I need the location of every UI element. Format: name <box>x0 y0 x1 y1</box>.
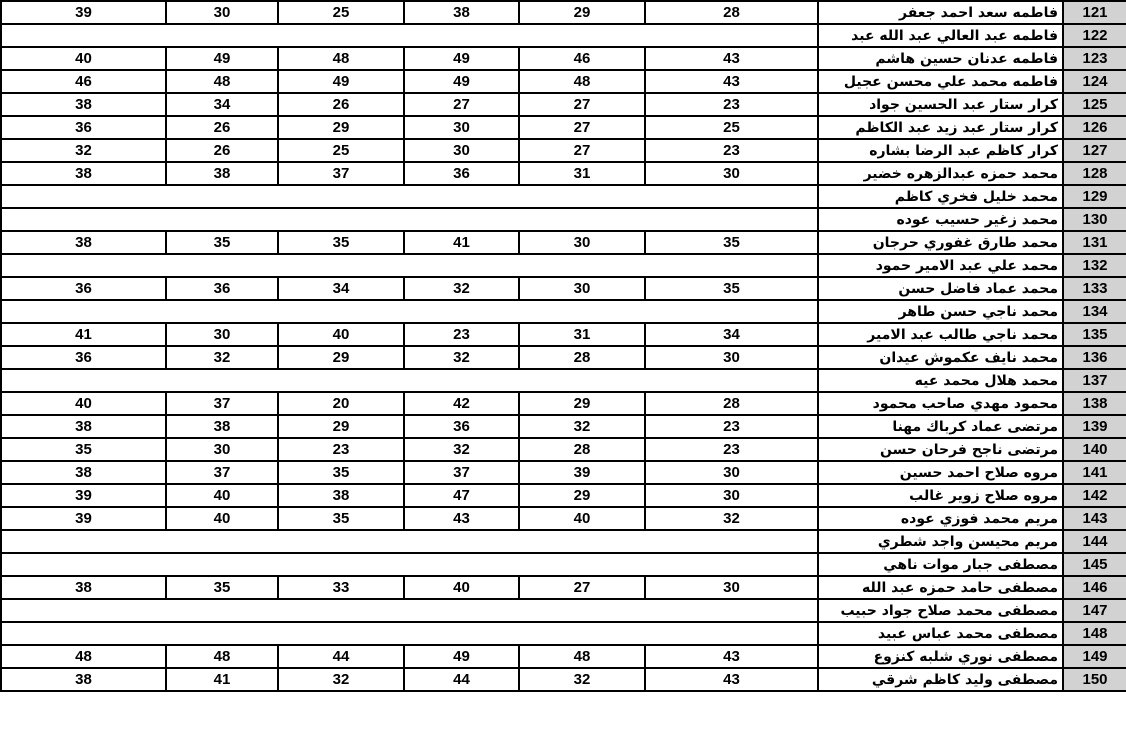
table-row <box>1 576 1126 599</box>
score-cell[interactable]: 40 <box>278 323 404 346</box>
student-name-cell[interactable]: مرتضى عماد كرباك مهنا <box>818 415 1063 438</box>
table-row <box>1 369 1126 392</box>
score-cell[interactable]: 43 <box>645 645 818 668</box>
score-cell[interactable]: 35 <box>166 231 278 254</box>
student-name-cell[interactable]: فاطمه عدنان حسين هاشم <box>818 47 1063 70</box>
score-cell[interactable]: 30 <box>645 461 818 484</box>
score-cell[interactable]: 48 <box>519 70 645 93</box>
score-cell[interactable]: 37 <box>166 392 278 415</box>
student-name-cell[interactable]: محمد ناجي حسن طاهر <box>818 300 1063 323</box>
score-cell[interactable]: 38 <box>404 1 519 24</box>
student-name-cell[interactable]: فاطمه محمد علي محسن عجيل <box>818 70 1063 93</box>
score-cell[interactable]: 35 <box>645 231 818 254</box>
score-cell[interactable]: 47 <box>404 484 519 507</box>
score-cell[interactable]: 48 <box>166 70 278 93</box>
score-cell[interactable]: 41 <box>404 231 519 254</box>
table-row <box>1 24 1126 47</box>
student-name-cell[interactable]: محمد علي عبد الامير حمود <box>818 254 1063 277</box>
score-cell[interactable]: 29 <box>278 415 404 438</box>
table-row <box>1 461 1126 484</box>
row-number-cell[interactable]: 131 <box>1063 231 1126 254</box>
row-number-cell[interactable]: 128 <box>1063 162 1126 185</box>
score-cell[interactable]: 35 <box>645 277 818 300</box>
score-cell[interactable]: 34 <box>645 323 818 346</box>
score-cell[interactable]: 48 <box>278 47 404 70</box>
score-cell[interactable]: 38 <box>1 231 166 254</box>
student-name-cell[interactable]: مصطفى وليد كاظم شرقي <box>818 668 1063 691</box>
table-row <box>1 668 1126 691</box>
score-cell[interactable]: 30 <box>645 576 818 599</box>
score-cell[interactable]: 32 <box>519 668 645 691</box>
score-cell[interactable]: 49 <box>166 47 278 70</box>
student-name-cell[interactable]: محمد طارق غفوري حرجان <box>818 231 1063 254</box>
row-number-cell[interactable]: 138 <box>1063 392 1126 415</box>
score-cell[interactable]: 34 <box>166 93 278 116</box>
student-name-cell[interactable]: محمود مهدي صاحب محمود <box>818 392 1063 415</box>
score-cell[interactable]: 32 <box>519 415 645 438</box>
student-name-cell[interactable]: محمد هلال محمد عيه <box>818 369 1063 392</box>
row-number-cell[interactable]: 148 <box>1063 622 1126 645</box>
score-cell[interactable]: 23 <box>645 93 818 116</box>
row-number-cell[interactable]: 125 <box>1063 93 1126 116</box>
row-number-cell[interactable]: 122 <box>1063 24 1126 47</box>
score-cell[interactable]: 28 <box>519 438 645 461</box>
row-number-cell[interactable]: 137 <box>1063 369 1126 392</box>
score-cell[interactable]: 25 <box>278 139 404 162</box>
score-cell[interactable]: 31 <box>519 323 645 346</box>
score-cell[interactable]: 38 <box>1 668 166 691</box>
empty-scores-cell[interactable] <box>1 553 818 576</box>
row-number-cell[interactable]: 136 <box>1063 346 1126 369</box>
table-row <box>1 599 1126 622</box>
table-row <box>1 300 1126 323</box>
score-cell[interactable]: 30 <box>404 116 519 139</box>
score-cell[interactable]: 36 <box>404 415 519 438</box>
score-cell[interactable]: 40 <box>404 576 519 599</box>
score-cell[interactable]: 36 <box>1 277 166 300</box>
score-cell[interactable]: 30 <box>645 346 818 369</box>
row-number-cell[interactable]: 126 <box>1063 116 1126 139</box>
empty-scores-cell[interactable] <box>1 208 818 231</box>
student-name-cell[interactable]: مصطفى جبار موات ناهي <box>818 553 1063 576</box>
empty-scores-cell[interactable] <box>1 599 818 622</box>
score-cell[interactable]: 40 <box>166 507 278 530</box>
score-cell[interactable]: 38 <box>1 415 166 438</box>
score-cell[interactable]: 39 <box>1 507 166 530</box>
score-cell[interactable]: 37 <box>278 162 404 185</box>
student-name-cell[interactable]: مريم محيسن واجد شطري <box>818 530 1063 553</box>
score-cell[interactable]: 38 <box>166 415 278 438</box>
score-cell[interactable]: 35 <box>166 576 278 599</box>
score-cell[interactable]: 48 <box>1 645 166 668</box>
student-name-cell[interactable]: محمد حمزه عبدالزهره خضير <box>818 162 1063 185</box>
score-cell[interactable]: 32 <box>404 346 519 369</box>
score-cell[interactable]: 25 <box>645 116 818 139</box>
score-cell[interactable]: 43 <box>645 70 818 93</box>
score-cell[interactable]: 46 <box>1 70 166 93</box>
table-row <box>1 70 1126 93</box>
score-cell[interactable]: 25 <box>278 1 404 24</box>
score-cell[interactable]: 39 <box>1 484 166 507</box>
score-cell[interactable]: 29 <box>519 392 645 415</box>
score-cell[interactable]: 30 <box>519 231 645 254</box>
score-cell[interactable]: 38 <box>278 484 404 507</box>
score-cell[interactable]: 36 <box>1 346 166 369</box>
student-name-cell[interactable]: مرتضى ناجح فرحان حسن <box>818 438 1063 461</box>
score-cell[interactable]: 38 <box>1 576 166 599</box>
row-number-cell[interactable]: 130 <box>1063 208 1126 231</box>
table-row <box>1 254 1126 277</box>
score-cell[interactable]: 49 <box>404 70 519 93</box>
table-row <box>1 277 1126 300</box>
student-name-cell[interactable]: مصطفى محمد عباس عبيد <box>818 622 1063 645</box>
score-cell[interactable]: 32 <box>404 277 519 300</box>
score-cell[interactable]: 40 <box>1 392 166 415</box>
score-cell[interactable]: 38 <box>1 461 166 484</box>
student-name-cell[interactable]: كرار ستار عبد زيد عبد الكاظم <box>818 116 1063 139</box>
table-row <box>1 231 1126 254</box>
score-cell[interactable]: 26 <box>166 116 278 139</box>
score-cell[interactable]: 35 <box>1 438 166 461</box>
row-number-cell[interactable]: 140 <box>1063 438 1126 461</box>
table-row <box>1 116 1126 139</box>
score-cell[interactable]: 28 <box>645 1 818 24</box>
table-row <box>1 622 1126 645</box>
table-row <box>1 185 1126 208</box>
student-name-cell[interactable]: محمد عماد فاضل حسن <box>818 277 1063 300</box>
row-number-cell[interactable]: 132 <box>1063 254 1126 277</box>
score-cell[interactable]: 28 <box>519 346 645 369</box>
score-cell[interactable]: 29 <box>519 484 645 507</box>
score-cell[interactable]: 27 <box>519 116 645 139</box>
row-number-cell[interactable]: 121 <box>1063 1 1126 24</box>
student-name-cell[interactable]: كرار ستار عبد الحسين جواد <box>818 93 1063 116</box>
score-cell[interactable]: 23 <box>645 139 818 162</box>
score-cell[interactable]: 40 <box>519 507 645 530</box>
student-name-cell[interactable]: محمد نايف عكموش عيدان <box>818 346 1063 369</box>
score-cell[interactable]: 32 <box>1 139 166 162</box>
table-row <box>1 346 1126 369</box>
score-cell[interactable]: 37 <box>166 461 278 484</box>
score-cell[interactable]: 49 <box>404 645 519 668</box>
empty-scores-cell[interactable] <box>1 300 818 323</box>
score-cell[interactable]: 49 <box>278 70 404 93</box>
score-cell[interactable]: 30 <box>645 484 818 507</box>
score-cell[interactable]: 35 <box>278 507 404 530</box>
student-name-cell[interactable]: مريم محمد فوزي عوده <box>818 507 1063 530</box>
row-number-cell[interactable]: 127 <box>1063 139 1126 162</box>
score-cell[interactable]: 27 <box>404 93 519 116</box>
row-number-cell[interactable]: 146 <box>1063 576 1126 599</box>
score-cell[interactable]: 30 <box>166 323 278 346</box>
student-name-cell[interactable]: مصطفى حامد حمزه عبد الله <box>818 576 1063 599</box>
row-number-cell[interactable]: 142 <box>1063 484 1126 507</box>
table-row <box>1 438 1126 461</box>
table-row <box>1 645 1126 668</box>
student-name-cell[interactable]: محمد زغير حسيب عوده <box>818 208 1063 231</box>
table-body <box>1 1 1126 691</box>
score-cell[interactable]: 29 <box>519 1 645 24</box>
student-name-cell[interactable]: كرار كاظم عبد الرضا بشاره <box>818 139 1063 162</box>
row-number-cell[interactable]: 141 <box>1063 461 1126 484</box>
score-cell[interactable]: 32 <box>278 668 404 691</box>
table-row <box>1 415 1126 438</box>
table-row <box>1 139 1126 162</box>
score-cell[interactable]: 40 <box>1 47 166 70</box>
student-name-cell[interactable]: مصطفى نوري شلبه كنزوع <box>818 645 1063 668</box>
score-cell[interactable]: 32 <box>166 346 278 369</box>
row-number-cell[interactable]: 150 <box>1063 668 1126 691</box>
row-number-cell[interactable]: 135 <box>1063 323 1126 346</box>
student-name-cell[interactable]: مصطفى محمد صلاح جواد حبيب <box>818 599 1063 622</box>
student-name-cell[interactable]: مروه صلاح زوير غالب <box>818 484 1063 507</box>
empty-scores-cell[interactable] <box>1 369 818 392</box>
score-cell[interactable]: 48 <box>166 645 278 668</box>
student-name-cell[interactable]: محمد خليل فخري كاظم <box>818 185 1063 208</box>
table-row <box>1 507 1126 530</box>
table-row <box>1 93 1126 116</box>
empty-scores-cell[interactable] <box>1 622 818 645</box>
score-cell[interactable]: 41 <box>1 323 166 346</box>
table-row <box>1 323 1126 346</box>
student-name-cell[interactable]: فاطمه عبد العالي عبد الله عبد <box>818 24 1063 47</box>
empty-scores-cell[interactable] <box>1 185 818 208</box>
score-cell[interactable]: 39 <box>519 461 645 484</box>
table-row <box>1 530 1126 553</box>
score-cell[interactable]: 31 <box>519 162 645 185</box>
score-cell[interactable]: 27 <box>519 93 645 116</box>
score-cell[interactable]: 30 <box>404 139 519 162</box>
score-cell[interactable]: 38 <box>1 93 166 116</box>
score-cell[interactable]: 30 <box>645 162 818 185</box>
score-cell[interactable]: 49 <box>404 47 519 70</box>
score-cell[interactable]: 44 <box>404 668 519 691</box>
score-cell[interactable]: 48 <box>519 645 645 668</box>
score-cell[interactable]: 29 <box>278 346 404 369</box>
student-name-cell[interactable]: محمد ناجي طالب عبد الامير <box>818 323 1063 346</box>
row-number-cell[interactable]: 139 <box>1063 415 1126 438</box>
empty-scores-cell[interactable] <box>1 24 818 47</box>
score-cell[interactable]: 33 <box>278 576 404 599</box>
score-cell[interactable]: 28 <box>645 392 818 415</box>
score-cell[interactable]: 20 <box>278 392 404 415</box>
row-number-cell[interactable]: 144 <box>1063 530 1126 553</box>
score-cell[interactable]: 23 <box>278 438 404 461</box>
table-row <box>1 553 1126 576</box>
score-cell[interactable]: 39 <box>1 1 166 24</box>
score-cell[interactable]: 42 <box>404 392 519 415</box>
score-cell[interactable]: 32 <box>645 507 818 530</box>
score-cell[interactable]: 44 <box>278 645 404 668</box>
table-row <box>1 484 1126 507</box>
score-cell[interactable]: 32 <box>404 438 519 461</box>
score-cell[interactable]: 29 <box>278 116 404 139</box>
score-cell[interactable]: 43 <box>404 507 519 530</box>
row-number-cell[interactable]: 143 <box>1063 507 1126 530</box>
table-row <box>1 47 1126 70</box>
score-cell[interactable]: 27 <box>519 576 645 599</box>
table-row <box>1 1 1126 24</box>
score-cell[interactable]: 30 <box>519 277 645 300</box>
empty-scores-cell[interactable] <box>1 530 818 553</box>
row-number-cell[interactable]: 133 <box>1063 277 1126 300</box>
score-cell[interactable]: 27 <box>519 139 645 162</box>
score-cell[interactable]: 23 <box>404 323 519 346</box>
student-name-cell[interactable]: فاطمه سعد احمد جعفر <box>818 1 1063 24</box>
table-row <box>1 208 1126 231</box>
row-number-cell[interactable]: 147 <box>1063 599 1126 622</box>
score-cell[interactable]: 35 <box>278 461 404 484</box>
score-cell[interactable]: 36 <box>404 162 519 185</box>
score-cell[interactable]: 38 <box>166 162 278 185</box>
score-cell[interactable]: 34 <box>278 277 404 300</box>
score-cell[interactable]: 26 <box>166 139 278 162</box>
empty-scores-cell[interactable] <box>1 254 818 277</box>
score-cell[interactable]: 46 <box>519 47 645 70</box>
row-number-cell[interactable]: 149 <box>1063 645 1126 668</box>
row-number-cell[interactable]: 123 <box>1063 47 1126 70</box>
score-cell[interactable]: 23 <box>645 438 818 461</box>
table-row <box>1 162 1126 185</box>
row-number-cell[interactable]: 145 <box>1063 553 1126 576</box>
score-cell[interactable]: 26 <box>278 93 404 116</box>
score-cell[interactable]: 43 <box>645 668 818 691</box>
score-cell[interactable]: 30 <box>166 438 278 461</box>
score-cell[interactable]: 35 <box>278 231 404 254</box>
student-name-cell[interactable]: مروه صلاح احمد حسين <box>818 461 1063 484</box>
score-cell[interactable]: 36 <box>166 277 278 300</box>
score-cell[interactable]: 37 <box>404 461 519 484</box>
row-number-cell[interactable]: 129 <box>1063 185 1126 208</box>
table-row <box>1 392 1126 415</box>
score-cell[interactable]: 41 <box>166 668 278 691</box>
score-cell[interactable]: 43 <box>645 47 818 70</box>
score-cell[interactable]: 36 <box>1 116 166 139</box>
row-number-cell[interactable]: 124 <box>1063 70 1126 93</box>
row-number-cell[interactable]: 134 <box>1063 300 1126 323</box>
score-cell[interactable]: 38 <box>1 162 166 185</box>
score-cell[interactable]: 40 <box>166 484 278 507</box>
score-cell[interactable]: 23 <box>645 415 818 438</box>
score-cell[interactable]: 30 <box>166 1 278 24</box>
